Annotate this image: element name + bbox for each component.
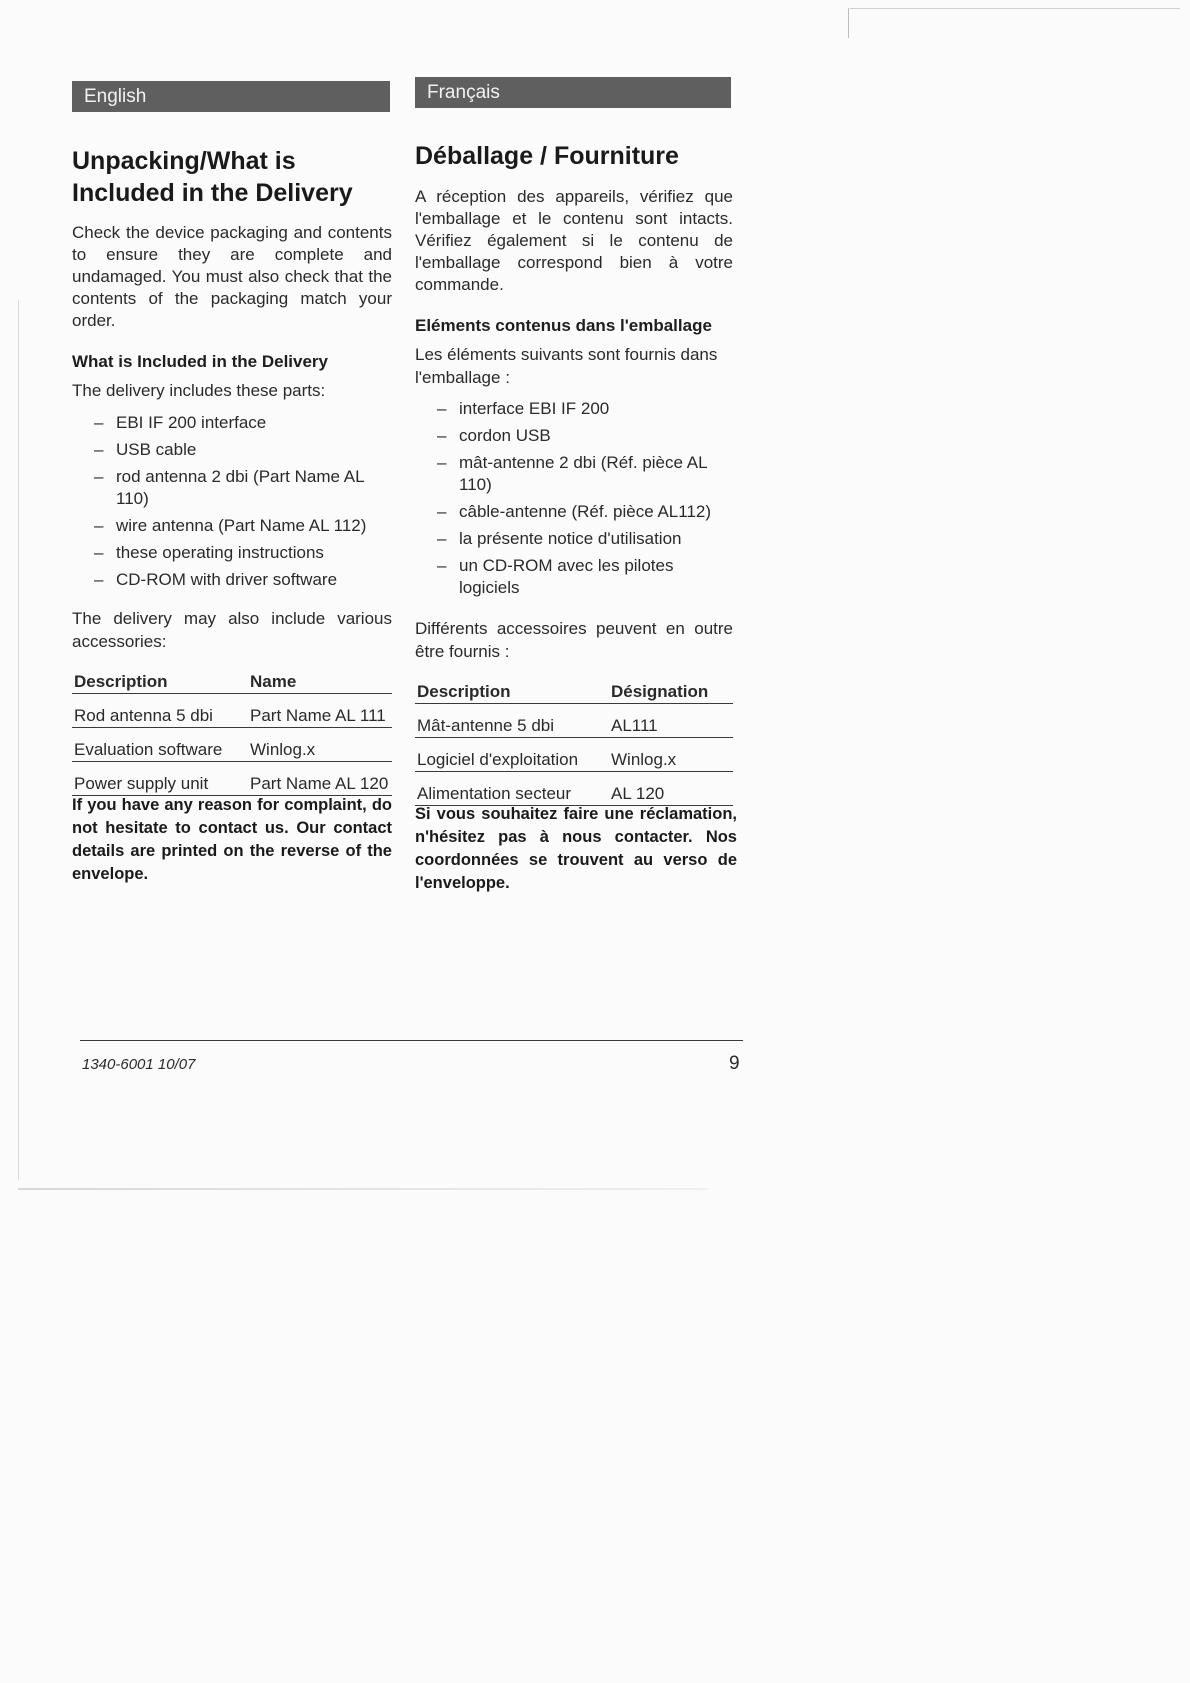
table-cell-description: Rod antenna 5 dbi (74, 706, 213, 725)
table-header-row (72, 660, 392, 694)
table-row (72, 762, 392, 796)
column-header-description: Description (417, 682, 511, 701)
list-item-text: un CD-ROM avec les pilotes logiciels (459, 556, 674, 597)
table-row (415, 738, 733, 772)
list-item-text: rod antenna 2 dbi (Part Name AL 110) (116, 467, 364, 508)
french-complaint-note: Si vous souhaitez faire une réclamation, n'hésitez pas à nous contacter. Nos coordonnées se trouvent au verso de l'enveloppe. (415, 805, 737, 892)
table-cell-name: Part Name AL 111 (250, 706, 386, 725)
table-cell-description: Power supply unit (74, 774, 209, 793)
english-accessories-intro: The delivery may also include various accessories: (72, 609, 392, 651)
footer-divider (80, 1040, 743, 1041)
french-accessories-table (415, 670, 733, 806)
table-cell-name: Part Name AL 120 (250, 774, 389, 793)
list-item-text: these operating instructions (116, 543, 324, 562)
english-parts-list (94, 412, 394, 596)
list-item: – câble-antenne (Réf. pièce AL112) (437, 502, 712, 521)
list-item-text: cordon USB (459, 426, 551, 445)
list-item: – un CD-ROM avec les pilotes logiciels (437, 556, 674, 597)
list-item: – these operating instructions (94, 543, 324, 562)
english-heading: Unpacking/What is Included in the Delivery (72, 147, 353, 207)
list-item: – la présente notice d'utilisation (437, 529, 682, 548)
list-item: – EBI IF 200 interface (94, 413, 267, 432)
language-bar-english: English (72, 81, 390, 112)
list-item-text: câble-antenne (Réf. pièce AL112) (459, 502, 712, 521)
list-item: – wire antenna (Part Name AL 112) (94, 516, 367, 535)
scan-edge-top (850, 8, 1180, 9)
list-item-text: USB cable (116, 440, 197, 459)
french-parts-list (437, 398, 737, 604)
list-item: – cordon USB (437, 426, 551, 445)
english-intro: Check the device packaging and contents to ensure they are complete and undamaged. You must also check that the contents of the packaging match your order. (72, 223, 392, 330)
table-cell-designation: Winlog.x (611, 750, 677, 769)
list-item-text: mât-antenne 2 dbi (Réf. pièce AL 110) (459, 453, 707, 494)
language-bar-french: Français (415, 77, 731, 108)
table-cell-description: Alimentation secteur (417, 784, 572, 803)
list-item-text: interface EBI IF 200 (459, 399, 610, 418)
table-cell-description: Evaluation software (74, 740, 223, 759)
french-intro: A réception des appareils, vérifiez que l'emballage et le contenu sont intacts. Vérifiez également si le contenu de l'emballage correspond bien à votre commande. (415, 187, 733, 294)
list-item: – mât-antenne 2 dbi (Réf. pièce AL 110) (437, 453, 707, 494)
list-item-text: la présente notice d'utilisation (459, 529, 682, 548)
english-delivery-intro: The delivery includes these parts: (72, 381, 326, 400)
list-item-text: wire antenna (Part Name AL 112) (116, 516, 367, 535)
french-delivery-intro: Les éléments suivants sont fournis dans l'emballage : (415, 345, 718, 387)
list-item: – rod antenna 2 dbi (Part Name AL 110) (94, 467, 364, 508)
scan-edge-left (18, 300, 19, 1180)
table-cell-description: Mât-antenne 5 dbi (417, 716, 555, 735)
table-cell-designation: AL 120 (611, 784, 665, 803)
table-cell-name: Winlog.x (250, 740, 316, 759)
table-cell-description: Logiciel d'exploitation (417, 750, 579, 769)
page-number: 9 (729, 1053, 740, 1074)
table-row (415, 772, 733, 806)
list-item: – USB cable (94, 440, 197, 459)
scan-edge-corner (848, 8, 849, 38)
column-header-description: Description (74, 672, 168, 691)
french-heading: Déballage / Fourniture (415, 142, 679, 170)
table-row (415, 704, 733, 738)
english-accessories-table (72, 660, 392, 796)
list-item: – interface EBI IF 200 (437, 399, 610, 418)
list-item-text: EBI IF 200 interface (116, 413, 267, 432)
list-item-text: CD-ROM with driver software (116, 570, 338, 589)
english-subheading: What is Included in the Delivery (72, 352, 328, 371)
column-header-designation: Désignation (611, 682, 709, 701)
english-complaint-note: If you have any reason for complaint, do not hesitate to contact us. Our contact details are printed on the reverse of the envelope. (72, 796, 392, 883)
list-item: – CD-ROM with driver software (94, 570, 338, 589)
table-row (72, 728, 392, 762)
column-header-name: Name (250, 672, 297, 691)
table-cell-designation: AL111 (611, 716, 658, 735)
table-header-row (415, 670, 733, 704)
table-row (72, 694, 392, 728)
french-accessories-intro: Différents accessoires peuvent en outre être fournis : (415, 619, 733, 661)
french-subheading: Eléments contenus dans l'emballage (415, 316, 712, 335)
document-number: 1340-6001 10/07 (82, 1056, 196, 1073)
scan-edge-bottom (18, 1188, 708, 1190)
